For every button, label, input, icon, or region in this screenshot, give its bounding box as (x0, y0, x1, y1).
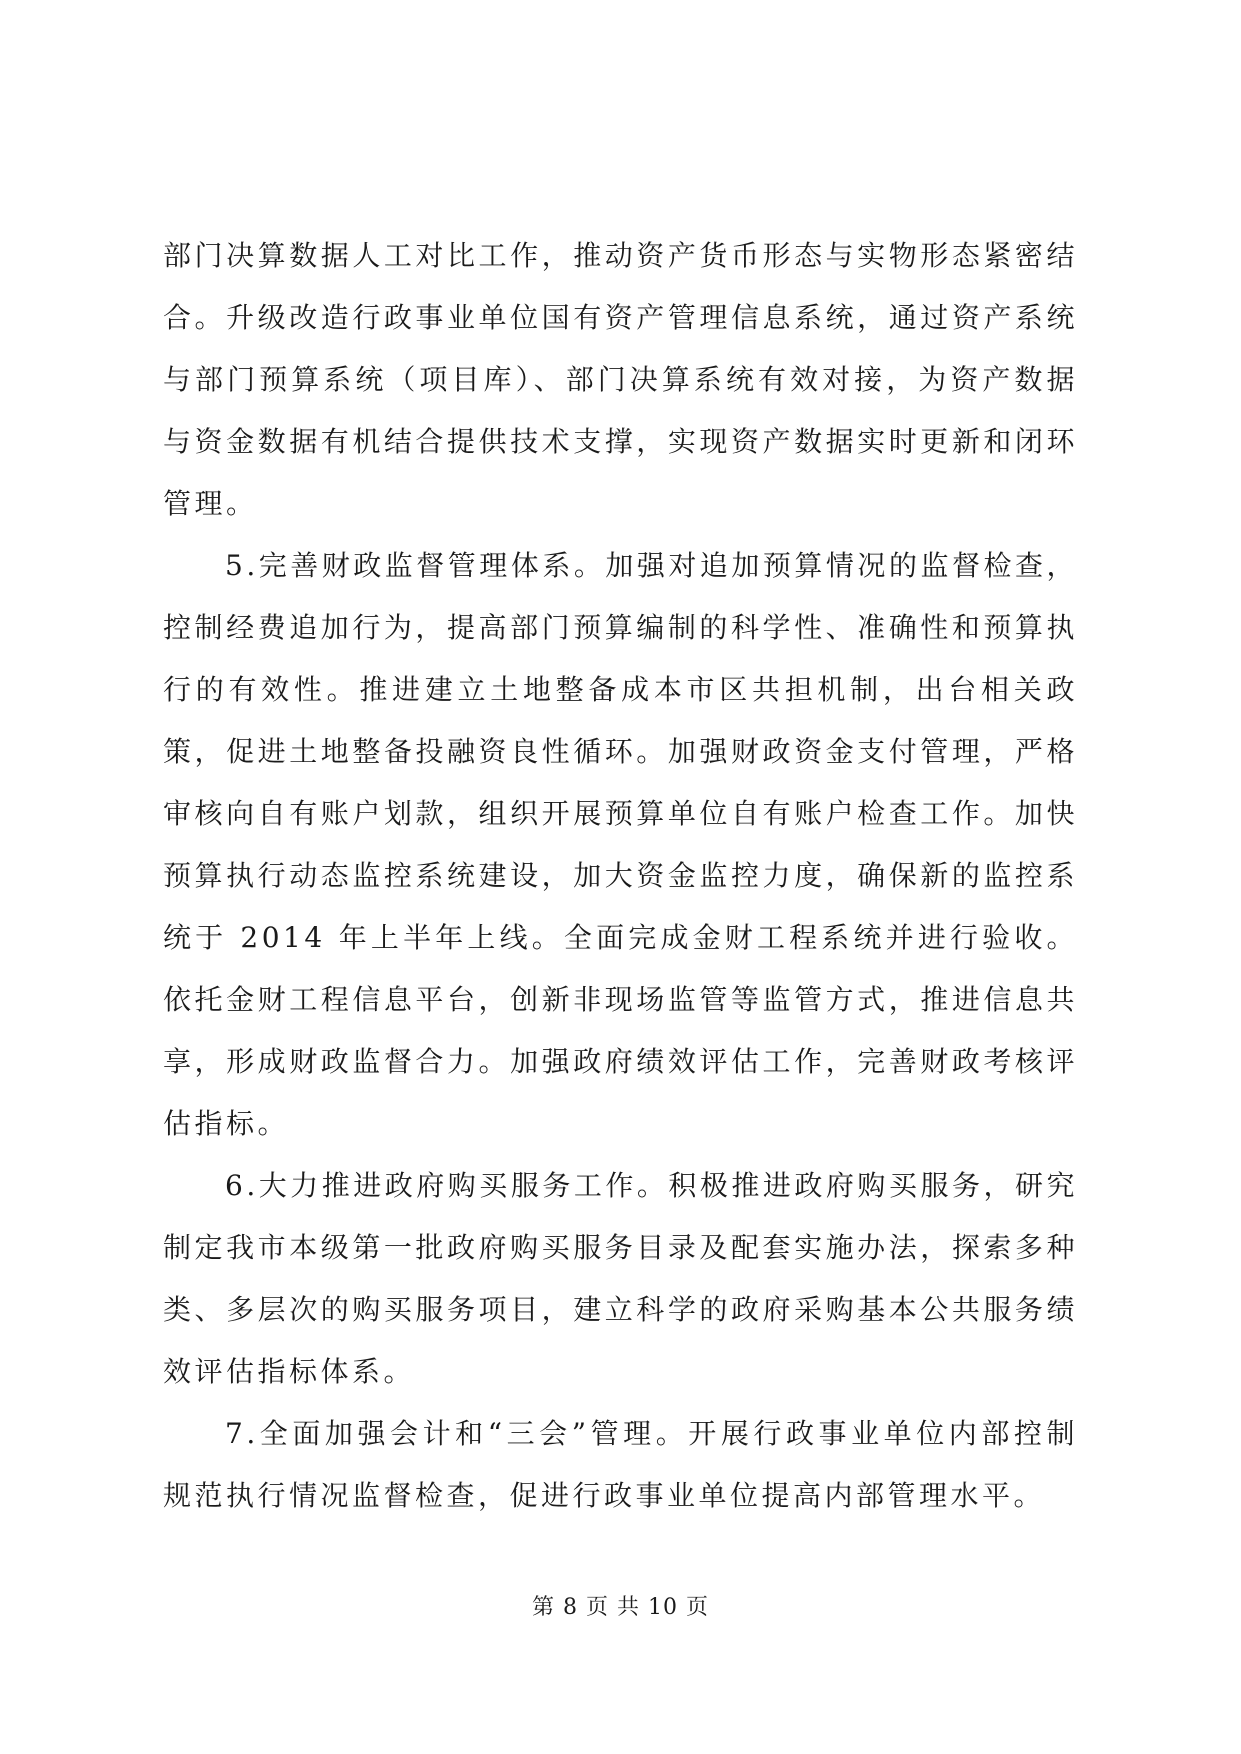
page-number-footer: 第 8 页 共 10 页 (532, 1595, 709, 1620)
paragraph-item-7: 7.全面加强会计和“三会”管理。开展行政事业单位内部控制规范执行情况监督检查，促进行政事业单位提高内部管理水平。 (163, 1417, 1078, 1512)
paragraph-item-5: 5.完善财政监督管理体系。加强对追加预算情况的监督检查，控制经费追加行为，提高部门预算编制的科学性、准确性和预算执行的有效性。推进建立土地整备成本市区共担机制，出台相关政策，促进土地整备投融资良性循环。加强财政资金支付管理，严格审核向自有账户划款，组织开展预算单位自有账户检查工作。加快预算执行动态监控系统建设，加大资金监控力度，确保新的监控系统于 2014 年上半年上线。全面完成金财工程系统并进行验收。依托金财工程信息平台，创新非现场监管等监管方式，推进信息共享，形成财政监督合力。加强政府绩效评估工作，完善财政考核评估指标。 (163, 549, 1078, 1140)
document-body (163, 225, 1078, 1527)
paragraph-item-6: 6.大力推进政府购买服务工作。积极推进政府购买服务，研究制定我市本级第一批政府购买服务目录及配套实施办法，探索多种类、多层次的购买服务项目，建立科学的政府采购基本公共服务绩效评估指标体系。 (163, 1169, 1078, 1388)
paragraph-continued: 部门决算数据人工对比工作，推动资产货币形态与实物形态紧密结合。升级改造行政事业单位国有资产管理信息系统，通过资产系统与部门预算系统（项目库）、部门决算系统有效对接，为资产数据与资金数据有机结合提供技术支撑，实现资产数据实时更新和闭环管理。 (163, 239, 1078, 520)
